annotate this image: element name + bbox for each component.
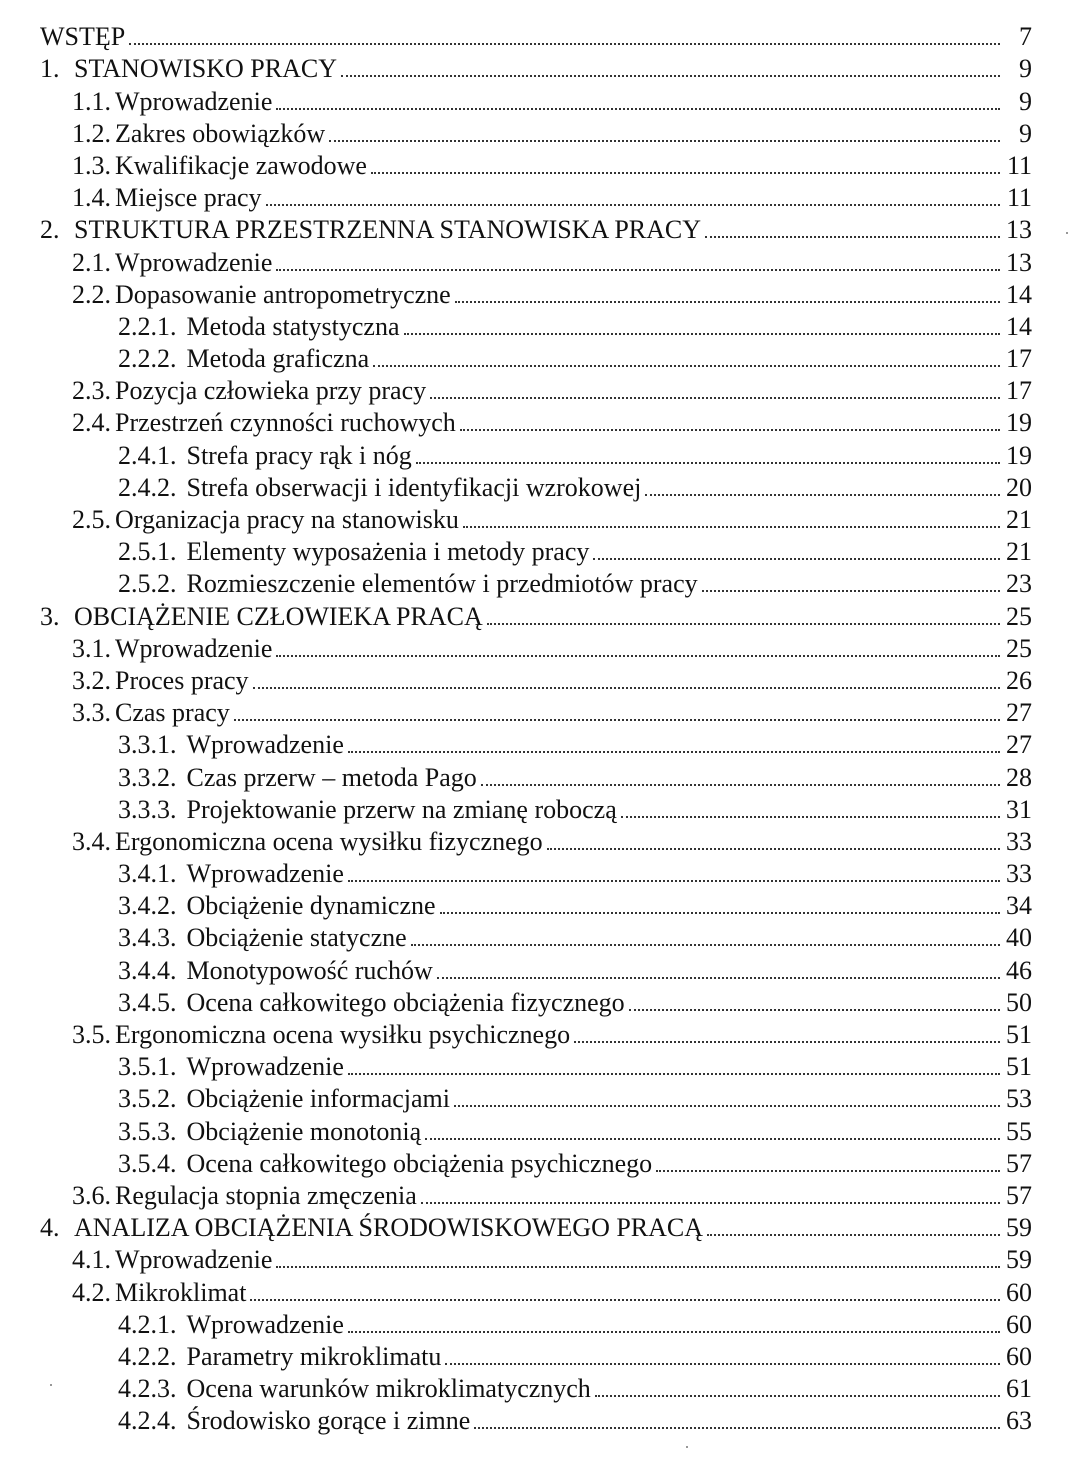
toc-entry-page: 19 (1006, 440, 1032, 470)
toc-entry-title: Wprowadzenie (186, 1309, 344, 1339)
toc-entry-number: 3.3.1. (118, 730, 177, 760)
toc-entry-page: 27 (1006, 698, 1032, 728)
dot-leader (266, 204, 1000, 206)
toc-entry-title: Ergonomiczna ocena wysiłku psychicznego (115, 1020, 571, 1049)
toc-entry-page: 9 (1019, 86, 1032, 116)
toc-entry-page: 14 (1006, 279, 1032, 309)
dot-leader (276, 1266, 1000, 1268)
toc-entry-number: 3.4.5. (118, 987, 177, 1017)
toc-entry (0, 887, 1078, 919)
toc-entry-page: 60 (1006, 1341, 1032, 1371)
dot-leader (593, 558, 1000, 560)
toc-entry-number: 3.4.1. (118, 859, 177, 889)
toc-entry-title: Regulacja stopnia zmęczenia (115, 1180, 417, 1210)
toc-entry-page: 51 (1006, 1052, 1032, 1082)
toc-entry-page: 25 (1006, 601, 1032, 631)
toc-entry (0, 1177, 1078, 1209)
toc-entry-number: 3.4.4. (118, 955, 177, 985)
toc-entry (0, 211, 1078, 243)
dot-leader (595, 1395, 1000, 1397)
toc-entry (0, 726, 1078, 758)
toc-entry-number: 3.5. (72, 1020, 111, 1049)
toc-entry-number: 3.4. (72, 826, 111, 856)
dot-leader (460, 429, 1000, 431)
toc-entry (0, 436, 1078, 468)
toc-entry-page: 21 (1006, 537, 1032, 567)
dot-leader (425, 1138, 1000, 1140)
dot-leader (411, 944, 1000, 946)
dot-leader (348, 880, 1000, 882)
toc-entry (0, 1209, 1078, 1241)
dot-leader (474, 1427, 1000, 1429)
toc-entry-number: 2.2.1. (118, 311, 177, 341)
toc-entry-title: Środowisko gorące i zimne (186, 1406, 471, 1436)
toc-entry-page: 33 (1006, 826, 1032, 856)
toc-entry-page: 28 (1006, 762, 1032, 792)
dot-leader (645, 494, 1000, 496)
toc-entry-number: 4.2.4. (118, 1406, 177, 1436)
toc-entry (0, 372, 1078, 404)
toc-entry-number: 2.4. (72, 408, 111, 438)
toc-entry-number: 3.6. (72, 1180, 111, 1210)
toc-entry-title: Ocena całkowitego obciążenia psychicznego (186, 1148, 653, 1178)
dot-leader (276, 108, 1000, 110)
toc-entry-number: 2.4.2. (118, 472, 177, 502)
toc-entry (0, 533, 1078, 565)
dot-leader (707, 1234, 1000, 1236)
dot-leader (348, 1331, 1000, 1333)
toc-entry-number: 3.5.4. (118, 1148, 177, 1178)
toc-entry-page: 20 (1006, 472, 1032, 502)
toc-entry-page: 7 (1019, 22, 1032, 52)
toc-entry (0, 919, 1078, 951)
toc-entry-page: 61 (1006, 1374, 1032, 1404)
toc-entry-page: 19 (1006, 408, 1032, 438)
toc-entry-title: Miejsce pracy (115, 183, 262, 213)
toc-entry-title: Ergonomiczna ocena wysiłku fizycznego (115, 826, 543, 856)
dot-leader (705, 236, 1000, 238)
toc-entry-number: 4.2. (72, 1277, 111, 1307)
toc-entry (0, 1370, 1078, 1402)
toc-entry-number: 3.5.2. (118, 1084, 177, 1114)
toc-entry-number: 4. (40, 1213, 60, 1243)
dot-leader (253, 687, 1000, 689)
toc-entry-number: 3.4.2. (118, 891, 177, 921)
toc-entry-number: 3.2. (72, 665, 111, 695)
toc-entry-title: Zakres obowiązków (115, 118, 326, 148)
toc-entry-title: Obciążenie dynamiczne (186, 891, 436, 921)
toc-entry-number: 3.3.3. (118, 794, 177, 824)
dot-leader (276, 269, 1000, 271)
dot-leader (487, 623, 1000, 625)
toc-entry (0, 243, 1078, 275)
toc-entry-page: 46 (1006, 955, 1032, 985)
toc-entry-page: 50 (1006, 987, 1032, 1017)
toc-entry-title: Projektowanie przerw na zmianę roboczą (186, 794, 617, 824)
toc-entry (0, 662, 1078, 694)
toc-entry (0, 501, 1078, 533)
toc-entry-title: Czas przerw – metoda Pago (186, 762, 477, 792)
toc-entry-title: WSTĘP (40, 22, 126, 52)
toc-entry-number: 2.4.1. (118, 440, 177, 470)
dot-leader (547, 848, 1000, 850)
toc-entry-title: STANOWISKO PRACY (74, 54, 337, 84)
toc-entry-number: 2.2.2. (118, 344, 177, 374)
toc-entry-number: 1.1. (72, 86, 111, 116)
toc-entry-number: 1.2. (72, 118, 111, 148)
toc-entry-title: Obciążenie statyczne (186, 923, 407, 953)
dot-leader (416, 462, 1000, 464)
toc-entry (0, 565, 1078, 597)
toc-entry-title: Wprowadzenie (186, 1052, 344, 1082)
toc-entry-title: Parametry mikroklimatu (186, 1341, 442, 1371)
dot-leader (440, 912, 1000, 914)
toc-entry (0, 276, 1078, 308)
toc-entry-number: 3.3. (72, 698, 111, 728)
dot-leader (329, 140, 1000, 142)
toc-entry-title: Rozmieszczenie elementów i przedmiotów pracy (186, 569, 698, 599)
toc-entry-page: 25 (1006, 633, 1032, 663)
toc-entry (0, 855, 1078, 887)
toc-entry (0, 308, 1078, 340)
dot-leader (629, 1009, 1000, 1011)
toc-entry (0, 1306, 1078, 1338)
toc-entry-title: Monotypowość ruchów (186, 955, 433, 985)
toc-entry-title: Wprowadzenie (115, 1245, 273, 1275)
dot-leader (341, 75, 1000, 77)
toc-entry-page: 17 (1006, 376, 1032, 406)
toc-entry-page: 51 (1006, 1020, 1032, 1049)
dot-leader (129, 43, 1000, 45)
toc-entry-title: Czas pracy (115, 698, 230, 728)
toc-entry-title: Metoda graficzna (186, 344, 370, 374)
toc-entry-title: Organizacja pracy na stanowisku (115, 505, 459, 534)
dot-leader (621, 816, 1000, 818)
dot-leader (437, 977, 1000, 979)
toc-entry-number: 3.4.3. (118, 923, 177, 953)
toc-entry-number: 2.1. (72, 247, 111, 277)
toc-entry-title: Wprowadzenie (115, 633, 273, 663)
toc-entry-page: 14 (1006, 311, 1032, 341)
toc-entry-number: 2. (40, 215, 60, 245)
toc-entry (0, 1338, 1078, 1370)
toc-entry (0, 1241, 1078, 1273)
toc-entry-number: 4.2.3. (118, 1374, 177, 1404)
toc-entry-title: Proces pracy (115, 665, 249, 695)
toc-entry-number: 4.2.2. (118, 1341, 177, 1371)
toc-entry-number: 2.2. (72, 279, 111, 309)
toc-entry-number: 3.5.3. (118, 1116, 177, 1146)
toc-entry-title: Obciążenie monotonią (186, 1116, 422, 1146)
toc-entry (0, 630, 1078, 662)
toc-entry-page: 21 (1006, 505, 1032, 534)
toc-entry-page: 63 (1006, 1406, 1032, 1436)
toc-entry-title: OBCIĄŻENIE CZŁOWIEKA PRACĄ (74, 601, 483, 631)
toc-entry-page: 31 (1006, 794, 1032, 824)
toc-entry-page: 9 (1019, 54, 1032, 84)
toc-entry (0, 791, 1078, 823)
toc-entry-title: Wprowadzenie (115, 86, 273, 116)
toc-entry (0, 823, 1078, 855)
toc-entry-title: Dopasowanie antropometryczne (115, 279, 451, 309)
dot-leader (574, 1041, 1000, 1043)
toc-entry-number: 3.1. (72, 633, 111, 663)
toc-entry (0, 115, 1078, 147)
toc-entry (0, 50, 1078, 82)
dot-leader (276, 655, 1000, 657)
dot-leader (454, 1105, 1000, 1107)
dot-leader (348, 751, 1000, 753)
toc-entry-page: 11 (1006, 183, 1032, 213)
toc-entry (0, 1145, 1078, 1177)
toc-entry-title: Ocena całkowitego obciążenia fizycznego (186, 987, 625, 1017)
toc-entry-number: 2.3. (72, 376, 111, 406)
toc-entry-title: STRUKTURA PRZESTRZENNA STANOWISKA PRACY (74, 215, 702, 245)
scan-speck (50, 1384, 52, 1386)
toc-entry-title: Obciążenie informacjami (186, 1084, 450, 1114)
toc-entry-number: 4.2.1. (118, 1309, 177, 1339)
toc-entry-page: 40 (1006, 923, 1032, 953)
toc-entry (0, 1273, 1078, 1305)
toc-entry-page: 17 (1006, 344, 1032, 374)
dot-leader (445, 1363, 1000, 1365)
toc-entry-page: 13 (1006, 247, 1032, 277)
toc-entry-title: Metoda statystyczna (186, 311, 400, 341)
toc-entry-number: 3.5.1. (118, 1052, 177, 1082)
toc-entry-title: Wprowadzenie (186, 859, 344, 889)
dot-leader (421, 1202, 1000, 1204)
dot-leader (481, 784, 1000, 786)
dot-leader (656, 1170, 1000, 1172)
toc-entry-number: 4.1. (72, 1245, 111, 1275)
dot-leader (250, 1299, 1000, 1301)
toc-entry-page: 55 (1006, 1116, 1032, 1146)
toc-entry-page: 59 (1006, 1245, 1032, 1275)
table-of-contents (0, 18, 1078, 1434)
toc-entry (0, 82, 1078, 114)
toc-entry-page: 60 (1006, 1277, 1032, 1307)
toc-entry-number: 2.5. (72, 505, 111, 534)
toc-entry-number: 3. (40, 601, 60, 631)
toc-entry (0, 1080, 1078, 1112)
toc-entry-page: 26 (1006, 665, 1032, 695)
toc-entry-number: 1.4. (72, 183, 111, 213)
scan-speck (686, 1446, 688, 1448)
toc-entry (0, 597, 1078, 629)
toc-entry-title: Mikroklimat (115, 1277, 247, 1307)
dot-leader (463, 526, 1000, 528)
toc-entry-title: Ocena warunków mikroklimatycznych (186, 1374, 591, 1404)
toc-entry (0, 18, 1078, 50)
toc-entry-page: 27 (1006, 730, 1032, 760)
dot-leader (373, 365, 1000, 367)
dot-leader (404, 333, 1001, 335)
dot-leader (430, 397, 1000, 399)
toc-entry-number: 1.3. (72, 150, 111, 180)
toc-entry (0, 179, 1078, 211)
dot-leader (455, 301, 1000, 303)
toc-entry (0, 147, 1078, 179)
toc-entry-title: Strefa obserwacji i identyfikacji wzrokowej (186, 472, 642, 502)
toc-entry (0, 404, 1078, 436)
toc-entry-page: 53 (1006, 1084, 1032, 1114)
toc-entry-page: 13 (1006, 215, 1032, 245)
toc-entry-page: 9 (1019, 118, 1032, 148)
toc-entry (0, 1016, 1078, 1048)
toc-entry-title: Wprowadzenie (186, 730, 344, 760)
toc-entry-number: 3.3.2. (118, 762, 177, 792)
toc-entry-number: 1. (40, 54, 60, 84)
toc-entry (0, 1402, 1078, 1434)
toc-entry-number: 2.5.2. (118, 569, 177, 599)
toc-entry (0, 758, 1078, 790)
toc-entry (0, 694, 1078, 726)
toc-entry-page: 33 (1006, 859, 1032, 889)
toc-entry-page: 23 (1006, 569, 1032, 599)
toc-entry (0, 340, 1078, 372)
toc-entry-title: Przestrzeń czynności ruchowych (115, 408, 456, 438)
toc-entry-page: 57 (1006, 1180, 1032, 1210)
toc-entry-page: 57 (1006, 1148, 1032, 1178)
toc-entry (0, 469, 1078, 501)
toc-entry-title: Wprowadzenie (115, 247, 273, 277)
toc-entry-page: 60 (1006, 1309, 1032, 1339)
toc-entry (0, 984, 1078, 1016)
scan-speck (1066, 232, 1068, 234)
dot-leader (371, 172, 1000, 174)
toc-entry-title: Strefa pracy rąk i nóg (186, 440, 412, 470)
toc-entry (0, 951, 1078, 983)
dot-leader (702, 590, 1000, 592)
toc-entry-page: 59 (1006, 1213, 1032, 1243)
toc-entry (0, 1048, 1078, 1080)
toc-entry-page: 11 (1006, 150, 1032, 180)
dot-leader (348, 1073, 1000, 1075)
toc-entry-page: 34 (1006, 891, 1032, 921)
toc-entry-number: 2.5.1. (118, 537, 177, 567)
toc-entry-title: Kwalifikacje zawodowe (115, 150, 367, 180)
toc-entry-title: Pozycja człowieka przy pracy (115, 376, 427, 406)
dot-leader (234, 719, 1000, 721)
toc-entry-title: ANALIZA OBCIĄŻENIA ŚRODOWISKOWEGO PRACĄ (74, 1213, 704, 1243)
toc-entry (0, 1112, 1078, 1144)
toc-entry-title: Elementy wyposażenia i metody pracy (186, 537, 590, 567)
